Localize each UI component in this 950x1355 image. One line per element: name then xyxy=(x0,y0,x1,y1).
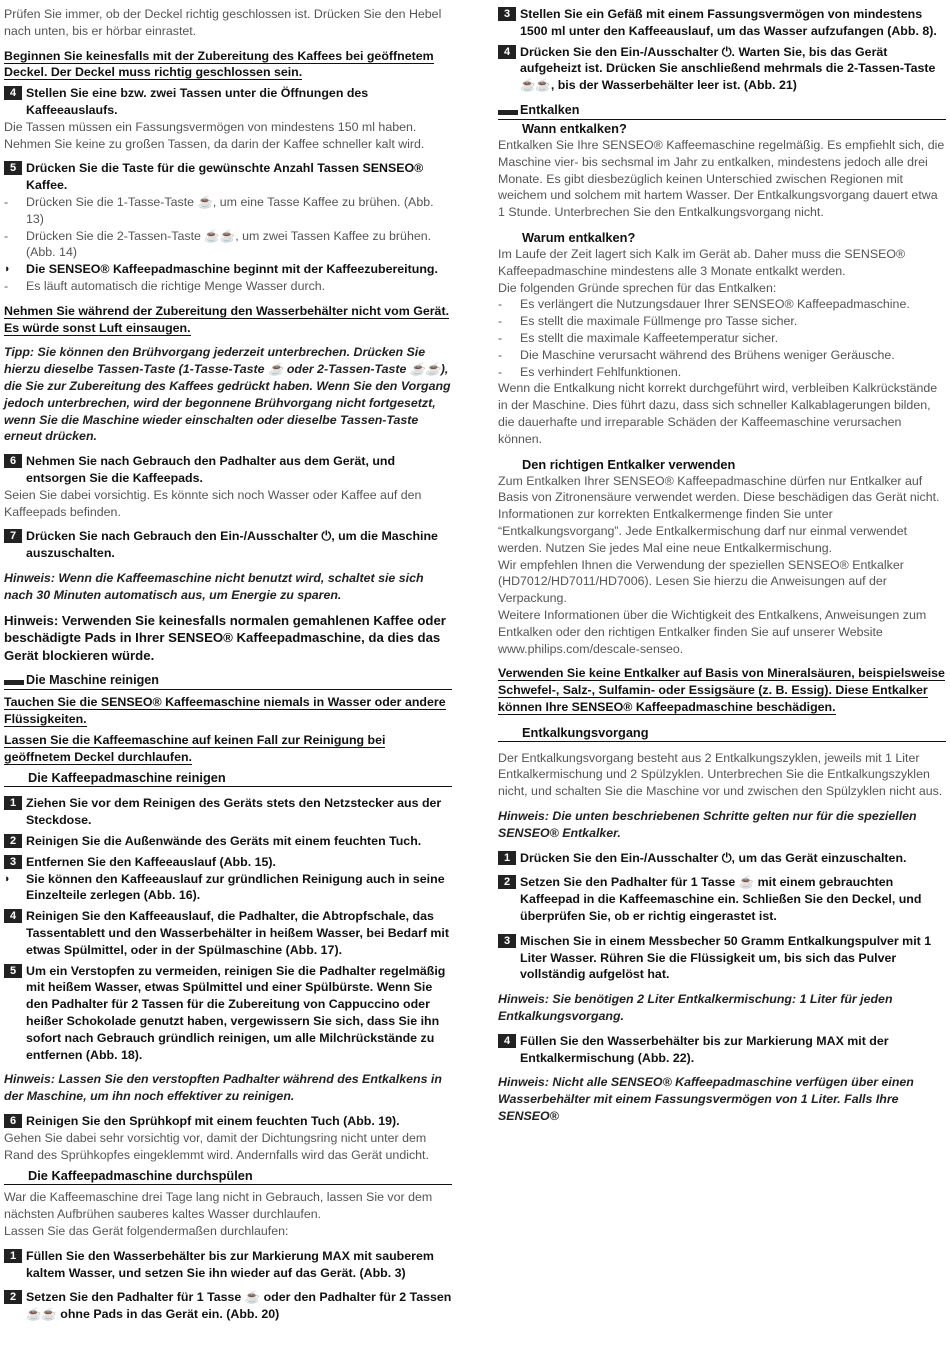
step-5-result: ◗ Die SENSEO® Kaffeepadmaschine beginnt mit der Kaffeezubereitung. xyxy=(4,261,452,278)
step-6-note: Seien Sie dabei vorsichtig. Es könnte sich noch Wasser oder Kaffee auf den Kaffeepads befinden. xyxy=(4,487,422,519)
intro-paragraph: Prüfen Sie immer, ob der Deckel richtig geschlossen ist. Drücken Sie den Hebel nach unten, bis er hörbar einrastet. xyxy=(4,7,442,38)
when-paragraph: Entkalken Sie Ihre SENSEO® Kaffeemaschine regelmäßig. Es empfiehlt sich, die Maschine vier- bis sechsmal im Jahr zu entkalken, mindestens jedoch alle drei Monate. Es gibt diesbezüglich keinen Unterschied zwischen Regionen mit weichem und solchem mit hartem Wasser. Der Entkalkungsvorgang dauert etwa 1 Stunde. Unterbrechen Sie den Entkalkungsvorgang nicht. xyxy=(498,137,945,220)
step-number: 4 xyxy=(4,909,22,923)
step-text: Entfernen Sie den Kaffeeauslauf (Abb. 15). xyxy=(26,854,276,869)
step-number: 3 xyxy=(498,934,516,948)
step-5-option-3: - Es läuft automatisch die richtige Menge Wasser durch. xyxy=(4,278,452,295)
reason-item: - Es verlängert die Nutzungsdauer Ihrer SENSEO® Kaffeepadmaschine. xyxy=(498,296,946,313)
step-6 xyxy=(4,453,452,487)
subheading-when: Wann entkalken? xyxy=(522,120,627,136)
step-number: 1 xyxy=(4,796,22,810)
step-text: Reinigen Sie den Sprühkopf mit einem feuchten Tuch (Abb. 19). xyxy=(26,1114,400,1129)
hint-tank-capacity: Hinweis: Nicht alle SENSEO® Kaffeepadmaschine verfügen über einen Wasserbehälter mit einem Fassungsvermögen von 1 Liter. Falls Ihre SENSEO® xyxy=(498,1075,914,1124)
why-paragraph: Im Laufe der Zeit lagert sich Kalk im Gerät ab. Daher muss die SENSEO® Kaffeepadmaschine mindestens alle 3 Monate entkalkt werden. xyxy=(498,246,906,278)
reason-item: - Die Maschine verursacht während des Brühens weniger Geräusche. xyxy=(498,347,946,364)
flush-step-1 xyxy=(4,1248,452,1282)
step-number: 3 xyxy=(4,855,22,869)
flush-intro: War die Kaffeemaschine drei Tage lang nicht in Gebrauch, lassen Sie vor dem nächsten Aufbrühen sauberes kaltes Wasser durchlaufen. xyxy=(4,1190,433,1222)
step-number: 3 xyxy=(498,7,516,21)
clean-step-6-note: Gehen Sie dabei sehr vorsichtig vor, damit der Dichtungsring nicht unter dem Rand des Sprühkopfes eingeklemmt wird. Andernfalls wird das Gerät undicht. xyxy=(4,1130,429,1162)
clean-step-1 xyxy=(4,795,452,829)
clean-step-3-result: ◗ Sie können den Kaffeeauslauf zur gründlichen Reinigung auch in seine Einzelteile zerlegen (Abb. 16). xyxy=(4,871,452,905)
warning-tank: Nehmen Sie während der Zubereitung den Wasserbehälter nicht vom Gerät. Es würde sonst Luft einsaugen. xyxy=(4,303,450,335)
step-number: 2 xyxy=(4,1290,22,1304)
step-text: Füllen Sie den Wasserbehälter bis zur Markierung MAX mit sauberem kaltem Wasser, und setzen Sie ihn wieder auf das Gerät. (Abb. 3) xyxy=(26,1248,434,1280)
step-text: Mischen Sie in einem Messbecher 50 Gramm Entkalkungspulver mit 1 Liter Wasser. Rühren Sie die Flüssigkeit um, bis sich das Pulver vollständig aufgelöst hat. xyxy=(520,933,932,982)
step-number: 4 xyxy=(498,1034,516,1048)
step-number: 6 xyxy=(4,1114,22,1128)
section-heading-clean: Die Maschine reinigen xyxy=(4,672,452,690)
step-4 xyxy=(4,85,452,119)
step-text: Setzen Sie den Padhalter für 1 Tasse ☕ mit einem gebrauchten Kaffeepad in die Kaffeemaschine ein. Schließen Sie den Deckel, und überprüfen Sie, ob er richtig eingerastet ist. xyxy=(520,875,922,924)
clean-step-6 xyxy=(4,1113,452,1130)
descale-step-2 xyxy=(498,874,946,924)
warning-water: Tauchen Sie die SENSEO® Kaffeemaschine niemals in Wasser oder andere Flüssigkeiten. xyxy=(4,695,446,727)
step-number: 1 xyxy=(498,851,516,865)
step-number: 5 xyxy=(4,964,22,978)
section-heading-descale: Entkalken xyxy=(498,102,946,120)
step-number: 1 xyxy=(4,1249,22,1263)
why-conclusion: Wenn die Entkalkung nicht korrekt durchgeführt wird, verbleiben Kalkrückstände in der Maschine. Dies führt dazu, dass sich schneller Kalkablagerungen bilden, die dauerhafte und irreparable Schäden der Kaffeemaschine verursachen können. xyxy=(498,381,938,446)
subheading-agent: Den richtigen Entkalker verwenden xyxy=(522,456,736,472)
step-number: 5 xyxy=(4,161,22,175)
descale-step-3 xyxy=(498,933,946,983)
step-text: Füllen Sie den Wasserbehälter bis zur Markierung MAX mit der Entkalkermischung (Abb. 22). xyxy=(520,1033,889,1065)
tip-paragraph: Tipp: Sie können den Brühvorgang jederzeit unterbrechen. Drücken Sie hierzu dieselbe Tassen-Taste (1-Tasse-Taste ☕ oder 2-Tassen-Taste ☕☕), die Sie zur Zubereitung des Kaffees gedrückt haben. Wenn Sie den Vorgang jedoch unterbrechen, wird der begonnene Brühvorgang nicht fortgesetzt, wenn Sie die Maschine wieder einschalten oder dieselbe Tassen-Taste erneut drücken. xyxy=(4,345,451,444)
hint-liters: Hinweis: Sie benötigen 2 Liter Entkalkermischung: 1 Liter für jeden Entkalkungsvorgang. xyxy=(498,992,893,1024)
step-text: Ziehen Sie vor dem Reinigen des Geräts stets den Netzstecker aus der Steckdose. xyxy=(26,796,442,828)
clean-step-2 xyxy=(4,833,452,850)
clean-step-4 xyxy=(4,908,452,958)
step-text: Drücken Sie den Ein-/Ausschalter ⏻. Warten Sie, bis das Gerät aufgeheizt ist. Drücken Sie anschließend mehrmals die 2-Tassen-Taste ☕☕, bis der Wasserbehälter leer ist. (Abb. 21) xyxy=(520,44,936,93)
step-text: Stellen Sie ein Gefäß mit einem Fassungsvermögen von mindestens 1500 ml unter den Kaffeeauslauf, um das Wasser aufzufangen (Abb. 8). xyxy=(520,7,937,38)
step-text: Drücken Sie den Ein-/Ausschalter ⏻, um das Gerät einzuschalten. xyxy=(520,850,907,865)
procedure-paragraph: Der Entkalkungsvorgang besteht aus 2 Entkalkungszyklen, jeweils mit 1 Liter Entkalkermischung und 2 Spülzyklen. Unterbrechen Sie die Entkalkungszyklen nicht, und schalten Sie die Maschine vor und zwischen den Spülzyklen nicht aus. xyxy=(498,750,943,799)
why-reasons-intro: Die folgenden Gründe sprechen für das Entkalken: xyxy=(498,280,777,295)
step-text: Reinigen Sie den Kaffeeauslauf, die Padhalter, die Abtropfschale, das Tassentablett und den Wasserbehälter in heißem Wasser, bei Bedarf mit etwas Spülmittel, oder in der Spülmaschine (Abb. 17). xyxy=(26,909,449,957)
flush-step-4 xyxy=(498,44,946,94)
step-number: 2 xyxy=(498,875,516,889)
reason-item: - Es stellt die maximale Kaffeetemperatur sicher. xyxy=(498,330,946,347)
step-text: Reinigen Sie die Außenwände des Geräts mit einem feuchten Tuch. xyxy=(26,834,422,849)
step-number: 4 xyxy=(498,45,516,59)
descale-step-1 xyxy=(498,850,946,867)
agent-paragraph-2: Wir empfehlen Ihnen die Verwendung der speziellen SENSEO® Entkalker (HD7012/HD7011/HD7006). Lesen Sie hierzu die Anweisungen auf der Verpackung. xyxy=(498,557,904,606)
step-text: Nehmen Sie nach Gebrauch den Padhalter aus dem Gerät, und entsorgen Sie die Kaffeepads. xyxy=(26,454,396,485)
subheading-clean-machine: Die Kaffeepadmaschine reinigen xyxy=(4,769,452,787)
step-text: Setzen Sie den Padhalter für 1 Tasse ☕ oder den Padhalter für 2 Tassen ☕☕ ohne Pads in das Gerät ein. (Abb. 20) xyxy=(26,1290,452,1322)
step-text: Drücken Sie die Taste für die gewünschte Anzahl Tassen SENSEO® Kaffee. xyxy=(26,161,424,193)
step-number: 6 xyxy=(4,454,22,468)
warning-acid: Verwenden Sie keine Entkalker auf Basis von Mineralsäuren, beispielsweise Schwefel-, Salz-, Sulfamin- oder Essigsäure (z. B. Essig). Diese Entkalker können Ihre SENSEO® Kaffeepadmaschine beschädigen. xyxy=(498,666,945,714)
flush-intro-2: Lassen Sie das Gerät folgendermaßen durchlaufen: xyxy=(4,1224,289,1238)
hint-clogged: Hinweis: Lassen Sie den verstopften Padhalter während des Entkalkens in der Maschine, um ihn noch effektiver zu reinigen. xyxy=(4,1072,442,1104)
step-4-note: Die Tassen müssen ein Fassungsvermögen von mindestens 150 ml haben. Nehmen Sie keine zu großen Tassen, da darin der Kaffee schneller kalt wird. xyxy=(4,119,425,151)
step-number: 7 xyxy=(4,529,22,543)
agent-paragraph-1: Zum Entkalken Ihrer SENSEO® Kaffeepadmaschine dürfen nur Entkalker auf Basis von Zitronensäure verwendet werden. Diese beschädigen das Gerät nicht. Informationen zur korrekten Entkalkermenge finden Sie unter “Entkalkungsvorgang”. Jede Entkalkermischung darf nur einmal verwendet werden. Nutzen Sie jedes Mal eine neue Entkalkermischung. xyxy=(498,473,940,555)
flush-step-2 xyxy=(4,1289,452,1323)
step-5-option-1: - Drücken Sie die 1-Tasse-Taste ☕, um eine Tasse Kaffee zu brühen. (Abb. 13) xyxy=(4,194,452,228)
descale-step-4 xyxy=(498,1033,946,1067)
reason-item: - Es verhindert Fehlfunktionen. xyxy=(498,364,946,381)
hint-pads: Hinweis: Verwenden Sie keinesfalls normalen gemahlenen Kaffee oder beschädigte Pads in Ihrer SENSEO® Kaffeepadmaschine, da dies das Gerät blockieren würde. xyxy=(4,612,446,663)
subheading-procedure: Entkalkungsvorgang xyxy=(498,724,946,742)
step-5-option-2: - Drücken Sie die 2-Tassen-Taste ☕☕, um zwei Tassen Kaffee zu brühen. (Abb. 14) xyxy=(4,228,452,262)
warning-open-lid: Lassen Sie die Kaffeemaschine auf keinen Fall zur Reinigung bei geöffnetem Deckel durchlaufen. xyxy=(4,732,386,764)
step-number: 2 xyxy=(4,834,22,848)
reason-item: - Es stellt die maximale Füllmenge pro Tasse sicher. xyxy=(498,313,946,330)
subheading-flush: Die Kaffeepadmaschine durchspülen xyxy=(4,1167,452,1185)
warning-lid: Beginnen Sie keinesfalls mit der Zubereitung des Kaffees bei geöffnetem Deckel. Der Deckel muss richtig geschlossen sein. xyxy=(4,48,434,80)
flush-step-3 xyxy=(498,6,946,40)
step-number: 4 xyxy=(4,86,22,100)
hint-auto-off: Hinweis: Wenn die Kaffeemaschine nicht benutzt wird, schaltet sie sich nach 30 Minuten automatisch aus, um Energie zu sparen. xyxy=(4,570,424,602)
agent-paragraph-3: Weitere Informationen über die Wichtigkeit des Entkalkens, Anweisungen zum Entkalken oder den richtigen Entkalker finden Sie auf unserer Website www.philips.com/descale-senseo. xyxy=(498,607,927,656)
step-text: Stellen Sie eine bzw. zwei Tassen unter die Öffnungen des Kaffeeauslaufs. xyxy=(26,86,369,117)
step-text: Drücken Sie nach Gebrauch den Ein-/Ausschalter ⏻, um die Maschine auszuschalten. xyxy=(26,529,438,561)
clean-step-3 xyxy=(4,854,452,871)
step-7 xyxy=(4,528,452,562)
left-column xyxy=(4,6,452,1323)
step-5 xyxy=(4,160,452,194)
right-column xyxy=(498,6,946,1125)
clean-step-5 xyxy=(4,963,452,1064)
subheading-why: Warum entkalken? xyxy=(522,229,636,245)
hint-steps: Hinweis: Die unten beschriebenen Schritte gelten nur für die speziellen SENSEO® Entkalker. xyxy=(498,809,917,840)
step-text: Um ein Verstopfen zu vermeiden, reinigen Sie die Padhalter regelmäßig mit heißem Wasser, etwas Spülmittel und einer Spülbürste. Wenn Sie den Padhalter für 2 Tassen für die Zubereitung von Cappuccino oder heißer Schokolade genutzt haben, vergewissern Sie sich, dass Sie ihn sofort nach Gebrauch gründlich reinigen, um alle Milchrückstände zu entfernen (Abb. 18). xyxy=(26,963,446,1062)
